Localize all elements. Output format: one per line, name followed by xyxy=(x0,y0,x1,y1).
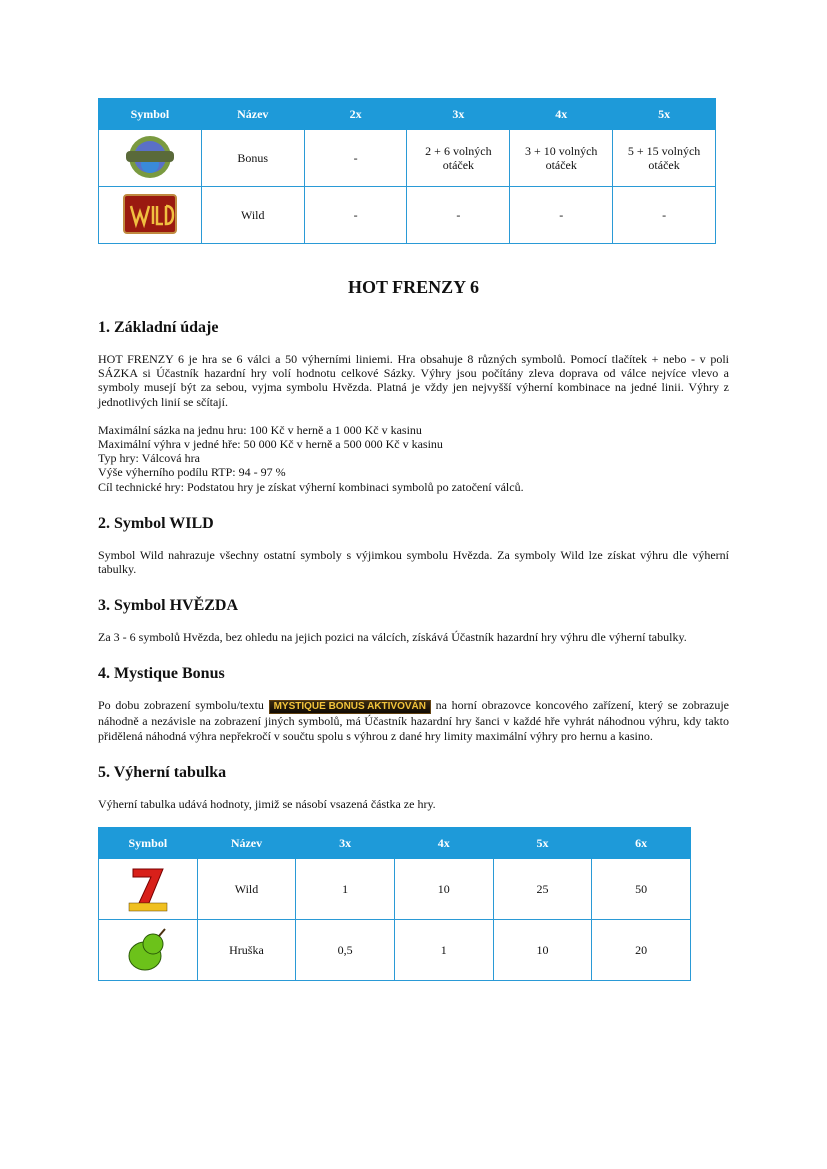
cell-name: Bonus xyxy=(201,130,304,187)
cell-name: Wild xyxy=(201,187,304,244)
table-row xyxy=(99,920,691,981)
cell-value: - xyxy=(510,187,613,244)
mystique-bonus-badge: MYSTIQUE BONUS AKTIVOVÁN xyxy=(269,700,431,714)
cell-value: 5 + 15 volných otáček xyxy=(613,130,716,187)
cell-value: 1 xyxy=(296,859,395,920)
symbol-table-top xyxy=(98,98,716,244)
cell-value: - xyxy=(304,187,407,244)
col-header: 6x xyxy=(592,828,691,859)
col-header: Název xyxy=(197,828,296,859)
cell-value: 50 xyxy=(592,859,691,920)
paragraph: Symbol Wild nahrazuje všechny ostatní symboly s výjimkou symbolu Hvězda. Za symboly Wild lze získat výhru dle výherní tabulky. xyxy=(98,547,729,577)
cell-value: - xyxy=(407,187,510,244)
info-line: Výše výherního podílu RTP: 94 - 97 % xyxy=(98,465,286,480)
section-heading: 2. Symbol WILD xyxy=(98,514,214,532)
col-header: 3x xyxy=(296,828,395,859)
cell-value: 0,5 xyxy=(296,920,395,981)
info-line: Maximální výhra v jedné hře: 50 000 Kč v herně a 500 000 Kč v kasinu xyxy=(98,437,443,452)
col-header: Symbol xyxy=(99,828,198,859)
col-header: 3x xyxy=(407,99,510,130)
pear-symbol-icon xyxy=(123,924,173,977)
section-heading: 4. Mystique Bonus xyxy=(98,665,225,683)
col-header: Název xyxy=(201,99,304,130)
cell-value: 1 xyxy=(394,920,493,981)
paragraph: HOT FRENZY 6 je hra se 6 válci a 50 výherními liniemi. Hra obsahuje 8 různých symbolů. Pomocí tlačítek + nebo - v poli SÁZKA si Účastník hazardní hry volí hodnotu celkové Sázky. Výhry jsou počítány zleva doprava od válce nejvíce vlevo a symboly musejí být za sebou, vyjma symbolu Hvězda. Platná je vždy jen nejvyšší výherní kombinace na jedné linii. Výhry z jednotlivých linií se sčítají. xyxy=(98,352,729,409)
paragraph: Výherní tabulka udává hodnoty, jimiž se násobí vsazená částka ze hry. xyxy=(98,796,436,811)
section-heading: 3. Symbol HVĚZDA xyxy=(98,597,239,615)
text: na horní obrazovce koncového zařízení, který se zobrazuje náhodně a nezávisle na zobrazení jiných symbolů, má Účastník hazardní hry šanci v každé hře vyhrát náhodnou výhru, kdy takto přidělená náhodná výhra nepřekročí v součtu spolu s výhrou z dané hry limity maximální výhry pro hernu a kasino. xyxy=(98,698,730,743)
seven-wild-symbol-icon xyxy=(123,863,173,916)
cell-value: 10 xyxy=(493,920,592,981)
cell-name: Wild xyxy=(197,859,296,920)
info-line: Typ hry: Válcová hra xyxy=(98,451,200,466)
cell-value: - xyxy=(613,187,716,244)
col-header: 5x xyxy=(493,828,592,859)
text: Po dobu zobrazení symbolu/textu xyxy=(98,698,264,713)
paytable xyxy=(98,827,691,981)
document-title: HOT FRENZY 6 xyxy=(347,277,480,297)
col-header: Symbol xyxy=(99,99,202,130)
cell-value: 25 xyxy=(493,859,592,920)
col-header: 4x xyxy=(510,99,613,130)
wild-symbol-icon xyxy=(123,194,177,237)
cell-value: 10 xyxy=(394,859,493,920)
game-info-lines xyxy=(98,423,729,494)
table-header xyxy=(99,99,716,130)
cell-name: Hruška xyxy=(197,920,296,981)
col-header: 2x xyxy=(304,99,407,130)
paragraph xyxy=(98,698,729,742)
cell-value: 20 xyxy=(592,920,691,981)
table-row xyxy=(99,859,691,920)
section-heading: 1. Základní údaje xyxy=(98,319,219,336)
table-row xyxy=(99,130,716,187)
cell-value: 3 + 10 volných otáček xyxy=(510,130,613,187)
table-row xyxy=(99,187,716,244)
bonus-symbol-icon xyxy=(120,132,180,185)
cell-value: - xyxy=(304,130,407,187)
info-line: Maximální sázka na jednu hru: 100 Kč v herně a 1 000 Kč v kasinu xyxy=(98,422,422,437)
table-header xyxy=(99,828,691,859)
col-header: 4x xyxy=(394,828,493,859)
cell-value: 2 + 6 volných otáček xyxy=(407,130,510,187)
section-heading: 5. Výherní tabulka xyxy=(98,763,227,781)
paragraph: Za 3 - 6 symbolů Hvězda, bez ohledu na jejich pozici na válcích, získává Účastník hazardní hry výhru dle výherní tabulky. xyxy=(98,630,687,645)
col-header: 5x xyxy=(613,99,716,130)
info-line: Cíl technické hry: Podstatou hry je získat výherní kombinaci symbolů po zatočení válců. xyxy=(98,479,524,494)
